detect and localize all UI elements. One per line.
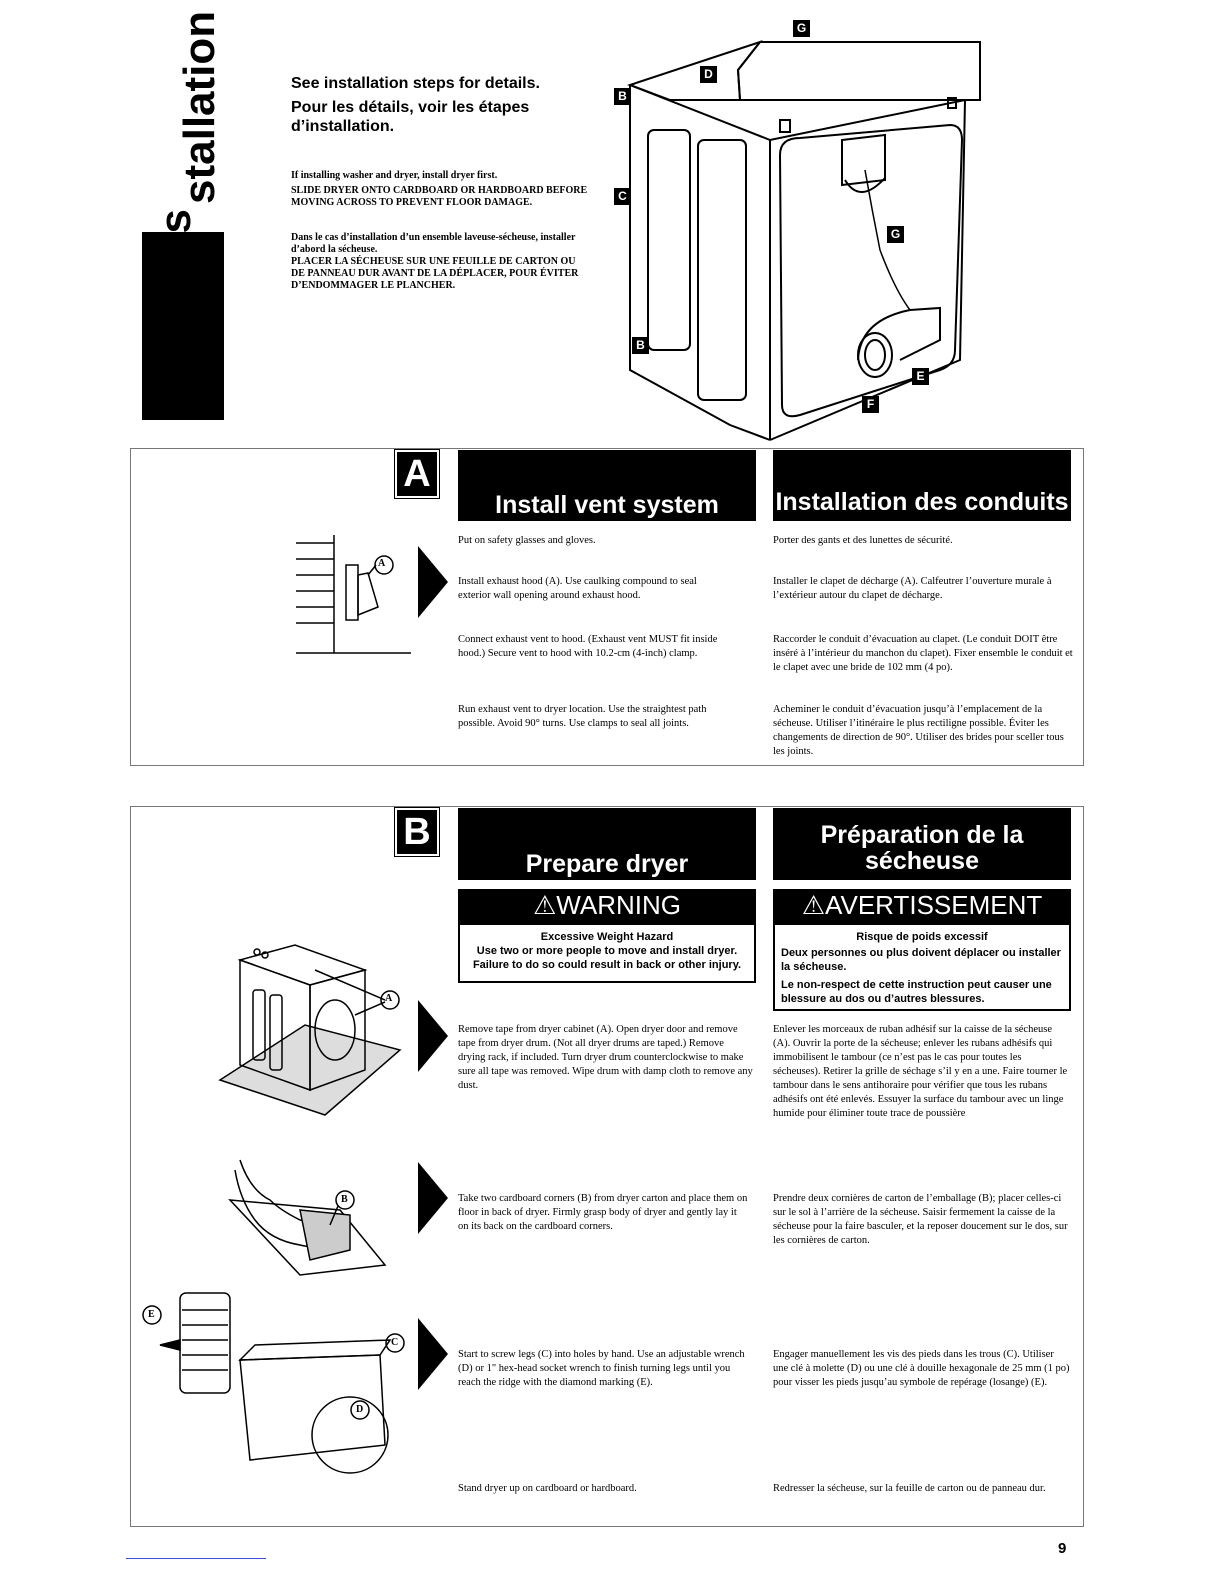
callout-c: C — [614, 188, 631, 205]
b-step-fr-4: Redresser la sécheuse, sur la feuille de carton ou de panneau dur. — [773, 1483, 1046, 1494]
illus-b-label-a: A — [385, 993, 393, 1004]
dryer-back-diagram — [610, 30, 990, 450]
side-tab-installation: stallation — [175, 10, 224, 204]
a-step-fr-3: Raccorder le conduit d’évacuation au clapet. (Le conduit DOIT être inséré à l’intérieur du manchon du clapet). Fixer ensemble le conduit et le clapet avec une bride de 102 mm (4 po). — [773, 634, 1073, 673]
callout-f: F — [862, 396, 879, 413]
section-b-arrow-2 — [418, 1162, 448, 1234]
illus-b-label-e: E — [148, 1309, 155, 1320]
note-en — [291, 170, 611, 209]
side-tab-steps-wrap — [151, 204, 200, 324]
section-a-title-fr: Installation des conduits — [773, 450, 1071, 521]
section-a-letter: A — [395, 450, 439, 498]
b-step-fr-1: Enlever les morceaux de ruban adhésif sur la caisse de la sécheuse (A). Ouvrir la porte de la sécheuse; enlever les rubans adhésifs qui immobilisent le tambour (ce n’est pas le cas pour toutes les sécheuses). Retirer la grille de séchage s’il y en a une. Faire tourner le tambour dans le sens antihoraire pour vérifier que tous les rubans adhésifs ont été enlevés. Essuyer la surface du tambour avec un linge humide pour éliminer toute trace de poussière — [773, 1024, 1068, 1119]
a-step-en-2: Install exhaust hood (A). Use caulking compound to seal exterior wall opening around exhaust hood. — [458, 576, 697, 601]
warning-fr-line1: Deux personnes ou plus doivent déplacer ou installer la sécheuse. — [781, 947, 1061, 973]
page-number: 9 — [1058, 1540, 1067, 1557]
note-en-intro: If installing washer and dryer, install dryer first. — [291, 170, 498, 181]
section-b-title-en: Prepare dryer — [458, 808, 756, 880]
warning-en-line1: Use two or more people to move and install dryer. — [476, 945, 738, 957]
warning-fr-header: ⚠AVERTISSEMENT — [773, 889, 1071, 923]
side-tab-installation-wrap — [175, 10, 224, 204]
warning-fr-hazard: Risque de poids excessif — [856, 931, 988, 943]
note-fr-intro: Dans le cas d’installation d’un ensemble laveuse-sécheuse, installer d’abord la sécheuse. — [291, 232, 576, 255]
illus-b-label-d: D — [356, 1404, 364, 1415]
callout-b-bottom: B — [632, 337, 649, 354]
callout-g-mid: G — [887, 226, 904, 243]
illus-a-label: A — [378, 558, 386, 569]
a-step-fr-1: Porter des gants et des lunettes de sécurité. — [773, 535, 953, 546]
exhaust-hood-illustration — [296, 535, 416, 660]
warning-fr-line2: Le non-respect de cette instruction peut causer une blessure au dos ou d’autres blessures. — [781, 979, 1052, 1005]
illus-b-label-b: B — [341, 1194, 348, 1205]
b-step-en-3: Start to screw legs (C) into holes by hand. Use an adjustable wrench (D) or 1" hex-head socket wrench to finish turning legs until you reach the ridge with the diamond marking (E). — [458, 1349, 745, 1388]
section-b-title-fr: Préparation de la sécheuse — [773, 808, 1071, 880]
callout-b-top: B — [614, 88, 631, 105]
header-fr: Pour les détails, voir les étapes d’installation. — [291, 99, 530, 135]
warning-en-header: ⚠WARNING — [458, 889, 756, 923]
note-en-caps: SLIDE DRYER ONTO CARDBOARD OR HARDBOARD BEFORE MOVING ACROSS TO PREVENT FLOOR DAMAGE. — [291, 185, 588, 208]
dryer-tape-illustration — [215, 940, 405, 1120]
side-tab-steps: steps — [151, 209, 200, 324]
callout-d: D — [700, 66, 717, 83]
callout-e: E — [912, 368, 929, 385]
section-b-arrow-1 — [418, 1000, 448, 1072]
a-step-fr-4: Acheminer le conduit d’évacuation jusqu’à l’emplacement de la sécheuse. Utiliser l’itinéraire le plus rectiligne possible. Éviter les changements de direction de 90°. Utiliser des brides pour sceller tous les joints. — [773, 704, 1064, 757]
b-step-en-4: Stand dryer up on cardboard or hardboard. — [458, 1483, 637, 1494]
illus-b-label-c: C — [391, 1337, 399, 1348]
warning-en-line2: Failure to do so could result in back or other injury. — [472, 959, 742, 971]
cardboard-corners-illustration — [220, 1150, 400, 1280]
leveling-legs-illustration — [140, 1285, 410, 1485]
warning-en-box — [458, 923, 756, 983]
note-fr-caps: PLACER LA SÉCHEUSE SUR UNE FEUILLE DE CARTON OU DE PANNEAU DUR AVANT DE LA DÉPLACER, POUR ÉVITER D’ENDOMMAGER LE PLANCHER. — [291, 256, 579, 291]
note-fr — [291, 232, 591, 292]
a-step-fr-2: Installer le clapet de décharge (A). Calfeutrer l’ouverture murale à l’extérieur autour du clapet de décharge. — [773, 576, 1052, 601]
warning-en-hazard: Excessive Weight Hazard — [540, 931, 674, 943]
b-step-en-1: Remove tape from dryer cabinet (A). Open dryer door and remove tape from dryer drum. (Not all dryer drums are taped.) Remove drying rack, if included. Turn dryer drum counterclockwise to make sure all tape was removed. Wipe drum with damp cloth to remove any dust. — [458, 1024, 753, 1091]
callout-g-top: G — [793, 20, 810, 37]
section-a-arrow — [418, 546, 448, 618]
section-a-title-en: Install vent system — [458, 450, 756, 521]
b-step-fr-3: Engager manuellement les vis des pieds dans les trous (C). Utiliser une clé à molette (D) ou une clé à douille hexagonale de 25 mm (1 po) pour visser les pieds jusqu’au symbole de repérage (losange) (E). — [773, 1349, 1070, 1388]
a-step-en-4: Run exhaust vent to dryer location. Use the straightest path possible. Avoid 90° turns. Use clamps to seal all joints. — [458, 704, 707, 729]
warning-fr-box — [773, 923, 1071, 1011]
section-b-arrow-3 — [418, 1318, 448, 1390]
a-step-en-3: Connect exhaust vent to hood. (Exhaust vent MUST fit inside hood.) Secure vent to hood with 10.2-cm (4-inch) clamp. — [458, 634, 718, 659]
a-step-en-1: Put on safety glasses and gloves. — [458, 535, 596, 546]
footer-link-underline[interactable] — [126, 1558, 266, 1559]
b-step-en-2: Take two cardboard corners (B) from dryer carton and place them on floor in back of dryer. Firmly grasp body of dryer and gently lay it on its back on the cardboard corners. — [458, 1193, 748, 1232]
header-en: See installation steps for details. — [291, 75, 540, 92]
section-b-letter: B — [395, 808, 439, 856]
b-step-fr-2: Prendre deux cornières de carton de l’emballage (B); placer celles-ci sur le sol à l’arrière de la sécheuse. Saisir fermement la caisse de la sécheuse pour la faire basculer, et la reposer doucement sur le dos, sur les cornières de carton. — [773, 1193, 1068, 1246]
